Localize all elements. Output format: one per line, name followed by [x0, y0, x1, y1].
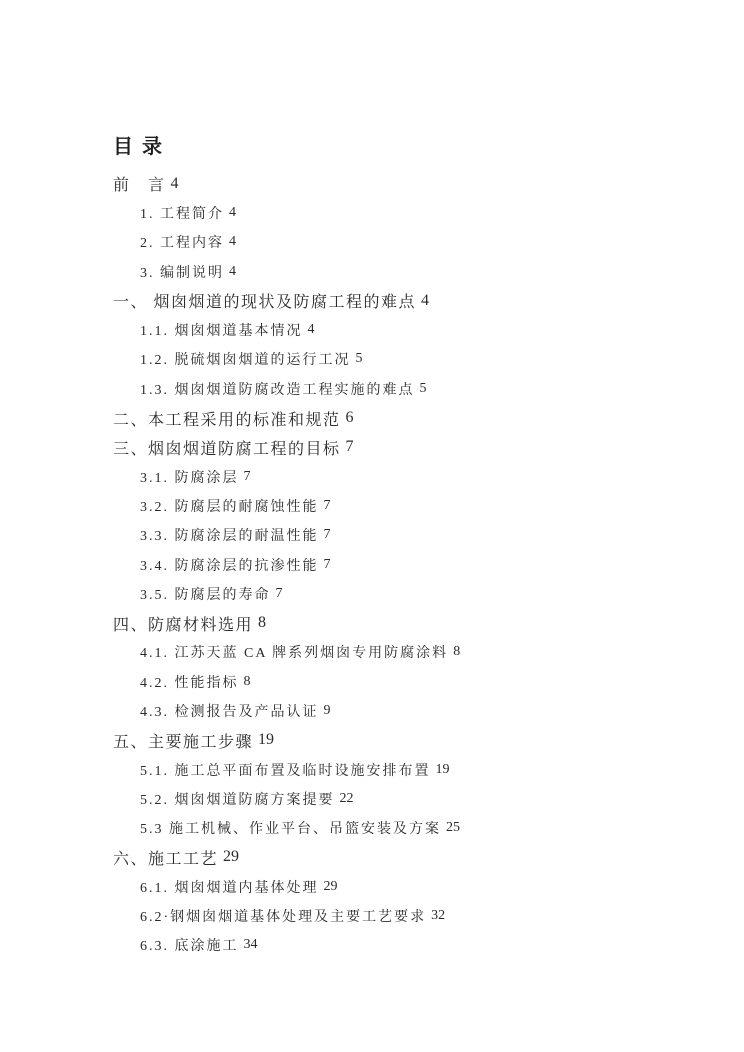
toc-entry-page: 32 [431, 908, 446, 924]
toc-entry-page: 5 [419, 380, 427, 396]
toc-entry[interactable] [113, 315, 684, 344]
toc-entry-page: 7 [243, 468, 251, 484]
toc-entry[interactable] [113, 696, 684, 725]
toc-entry-page: 8 [453, 644, 461, 660]
toc-entry-page: 19 [258, 731, 275, 749]
toc-entry-page: 19 [435, 761, 450, 777]
toc-entry[interactable] [113, 462, 684, 491]
toc-entry[interactable] [113, 374, 684, 403]
toc-list [113, 169, 684, 960]
toc-entry-page: 29 [323, 878, 338, 894]
toc-entry-page: 7 [323, 527, 331, 543]
toc-entry-label: 3. 编制说明 [140, 265, 224, 281]
toc-entry-page: 7 [345, 438, 354, 456]
toc-entry[interactable] [113, 872, 684, 901]
toc-entry-page: 8 [258, 614, 267, 632]
toc-entry-page: 4 [421, 291, 430, 309]
toc-entry-label: 1. 工程简介 [140, 206, 224, 222]
toc-entry[interactable] [113, 638, 684, 667]
toc-entry-label: 3.5. 防腐层的寿命 [140, 587, 271, 603]
toc-entry-label: 2. 工程内容 [140, 236, 224, 252]
toc-entry-page: 4 [307, 322, 315, 338]
toc-entry-label: 3.3. 防腐涂层的耐温性能 [140, 529, 319, 545]
toc-entry-section-2[interactable] [113, 403, 684, 432]
toc-entry[interactable] [113, 345, 684, 374]
toc-entry-section-4[interactable] [113, 608, 684, 637]
toc-entry[interactable] [113, 521, 684, 550]
toc-title: 目 录 [113, 136, 164, 158]
toc-entry-label: 1.2. 脱硫烟囱烟道的运行工况 [140, 353, 351, 369]
toc-entry[interactable] [113, 491, 684, 520]
toc-entry[interactable] [113, 257, 684, 286]
toc-entry-label: 3.1. 防腐涂层 [140, 470, 239, 486]
toc-entry-label: 4.2. 性能指标 [140, 675, 239, 691]
toc-entry-page: 29 [223, 848, 240, 866]
toc-entry-label: 六、施工工艺 [113, 850, 219, 868]
toc-entry-page: 7 [323, 497, 331, 513]
toc-entry-label: 4.1. 江苏天蓝 CA 牌系列烟囱专用防腐涂料 [140, 646, 449, 662]
toc-entry[interactable] [113, 228, 684, 257]
toc-entry-label: 四、防腐材料选用 [113, 616, 254, 634]
toc-entry-page: 4 [229, 234, 236, 250]
toc-entry-label: 4.3. 检测报告及产品认证 [140, 704, 319, 720]
toc-entry-label: 三、烟囱烟道防腐工程的目标 [113, 440, 341, 458]
toc-entry-page: 34 [243, 937, 258, 953]
toc-entry[interactable] [113, 579, 684, 608]
toc-entry-label: 3.4. 防腐涂层的抗渗性能 [140, 558, 319, 574]
toc-entry-page: 5 [355, 351, 363, 367]
toc-entry-foreword[interactable] [113, 169, 684, 198]
toc-entry-page: 8 [243, 673, 251, 689]
toc-entry-label: 1.3. 烟囱烟道防腐改造工程实施的难点 [140, 382, 415, 398]
toc-entry-label: 二、本工程采用的标准和规范 [113, 411, 341, 429]
toc-entry-section-5[interactable] [113, 726, 684, 755]
toc-entry-page: 9 [323, 702, 331, 718]
toc-entry-page: 22 [339, 790, 354, 806]
toc-entry-label: 6.3. 底涂施工 [140, 939, 239, 955]
toc-entry-label: 前 言 [113, 177, 166, 195]
toc-entry-label: 1.1. 烟囱烟道基本情况 [140, 324, 303, 340]
toc-entry[interactable] [113, 755, 684, 784]
toc-entry-section-6[interactable] [113, 843, 684, 872]
toc-entry-label: 一、 烟囱烟道的现状及防腐工程的难点 [113, 294, 417, 312]
toc-entry-label: 5.2. 烟囱烟道防腐方案提要 [140, 792, 335, 808]
toc-entry-page: 6 [345, 409, 354, 427]
toc-entry-page: 25 [446, 820, 460, 836]
toc-entry-page: 4 [170, 174, 179, 192]
toc-entry-label: 6.2·钢烟囱烟道基体处理及主要工艺要求 [140, 910, 427, 926]
toc-entry-page: 4 [229, 204, 236, 220]
toc-entry[interactable] [113, 198, 684, 227]
toc-entry-section-1[interactable] [113, 286, 684, 315]
toc-entry-label: 5.3 施工机械、作业平台、吊篮安装及方案 [140, 822, 441, 838]
toc-entry-page: 4 [229, 263, 236, 279]
toc-entry-section-3[interactable] [113, 433, 684, 462]
toc-entry[interactable] [113, 550, 684, 579]
toc-entry[interactable] [113, 784, 684, 813]
toc-entry[interactable] [113, 814, 684, 843]
toc-entry-label: 五、主要施工步骤 [113, 733, 254, 751]
toc-entry-page: 7 [323, 556, 331, 572]
toc-entry[interactable] [113, 931, 684, 960]
toc-entry-label: 6.1. 烟囱烟道内基体处理 [140, 880, 319, 896]
toc-entry-label: 5.1. 施工总平面布置及临时设施安排布置 [140, 763, 431, 779]
toc-entry-page: 7 [275, 585, 283, 601]
toc-entry[interactable] [113, 901, 684, 930]
toc-entry-label: 3.2. 防腐层的耐腐蚀性能 [140, 499, 319, 515]
toc-entry[interactable] [113, 667, 684, 696]
